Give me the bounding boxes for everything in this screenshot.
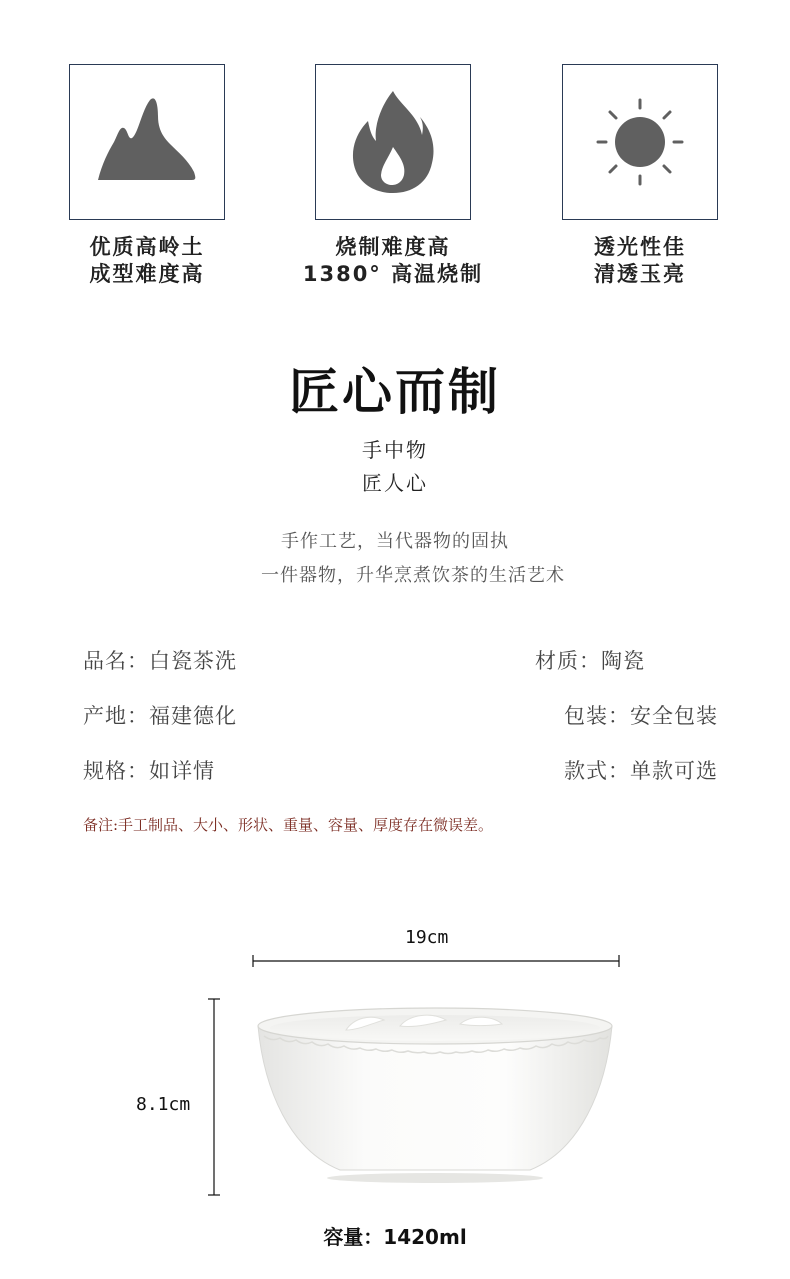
page-title: 匠心而制 bbox=[289, 362, 501, 421]
sun-icon bbox=[590, 92, 690, 192]
mountain-icon bbox=[92, 94, 202, 190]
feature-caption-line: 清透玉亮 bbox=[594, 262, 686, 286]
spec-packaging: 包装：安全包装 bbox=[564, 704, 718, 728]
intro-line: 手作工艺，当代器物的固执 bbox=[281, 531, 509, 552]
feature-caption-line: 优质高岭土 bbox=[89, 235, 205, 259]
subtitle-line: 匠人心 bbox=[362, 471, 428, 495]
spec-name: 品名：白瓷茶洗 bbox=[83, 649, 237, 673]
spec-style: 款式：单款可选 bbox=[564, 759, 718, 783]
feature-firing bbox=[302, 64, 484, 286]
intro-line: 一件器物，升华烹煮饮茶的生活艺术 bbox=[261, 565, 565, 586]
spec-material: 材质：陶瓷 bbox=[535, 649, 645, 673]
tea-bowl-image bbox=[250, 1000, 620, 1185]
feature-translucency bbox=[562, 64, 718, 286]
width-dimension-line bbox=[248, 950, 624, 970]
width-label: 19cm bbox=[405, 927, 449, 948]
capacity-label: 容量：1420ml bbox=[323, 1225, 467, 1249]
feature-caption-line: 1380° 高温烧制 bbox=[302, 262, 484, 286]
subtitle-line: 手中物 bbox=[362, 438, 428, 462]
height-label: 8.1cm bbox=[136, 1094, 191, 1115]
feature-caption bbox=[29, 234, 265, 288]
feature-caption-line: 成型难度高 bbox=[89, 262, 205, 286]
feature-box bbox=[315, 64, 471, 220]
flame-icon bbox=[348, 87, 438, 197]
feature-box bbox=[562, 64, 718, 220]
feature-caption-line: 烧制难度高 bbox=[335, 235, 451, 259]
feature-clay bbox=[69, 64, 225, 286]
height-dimension-line bbox=[204, 995, 224, 1199]
spec-size: 规格：如详情 bbox=[83, 759, 215, 783]
feature-box bbox=[69, 64, 225, 220]
feature-caption bbox=[522, 234, 758, 288]
spec-origin: 产地：福建德化 bbox=[83, 704, 237, 728]
note-text: 备注:手工制品、大小、形状、重量、容量、厚度存在微误差。 bbox=[83, 816, 494, 834]
feature-caption bbox=[275, 234, 511, 288]
feature-caption-line: 透光性佳 bbox=[594, 235, 686, 259]
